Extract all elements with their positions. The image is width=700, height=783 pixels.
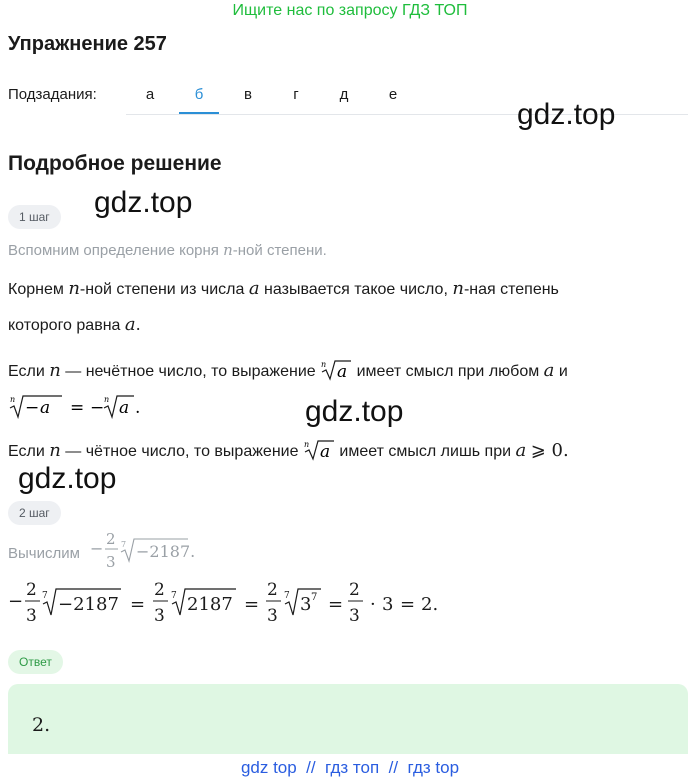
svg-text:3: 3 [300,594,312,615]
svg-text:n: n [104,395,110,404]
svg-text:=: = [328,594,344,615]
even-case-line: Если n — чётное число, то выражение n a имеет смысл лишь при a ⩾ 0. [8,440,569,462]
watermark: gdz.top [305,395,404,428]
step-badge: 1 шаг [8,205,61,229]
tab-a[interactable]: а [145,86,155,103]
answer-value: 2. [32,714,51,736]
odd-case-line: Если n — нечётное число, то выражение n a имеет смысл при любом a и [8,360,568,382]
svg-text:7: 7 [171,591,177,601]
watermark: gdz.top [517,98,616,131]
svg-text:3: 3 [382,594,394,615]
svg-text:=: = [130,594,146,615]
svg-text:=: = [244,594,260,615]
svg-text:3: 3 [349,606,360,626]
svg-text:7: 7 [284,591,290,601]
page-title: Упражнение 257 [8,33,167,55]
nth-root-a [303,438,335,462]
svg-text:2: 2 [267,580,278,600]
svg-text:·: · [370,594,376,615]
nth-root-a [320,358,352,382]
svg-text:a: a [319,442,331,462]
answer-badge: Ответ [8,650,63,674]
watermark: gdz.top [94,186,193,219]
svg-text:a: a [119,398,130,418]
svg-text:7: 7 [42,591,48,601]
svg-text:2: 2 [106,530,116,548]
svg-text:a: a [337,362,348,382]
svg-text:7: 7 [121,540,127,549]
svg-text:2: 2 [349,580,360,600]
svg-text:n: n [303,440,310,449]
svg-text:=: = [400,594,416,615]
svg-text:7: 7 [311,592,318,603]
tab-d[interactable]: д [339,86,349,103]
answer-box [8,684,688,754]
step-badge: 2 шаг [8,501,61,525]
svg-text:n: n [10,395,16,404]
svg-text:2187: 2187 [187,594,233,615]
footer-links[interactable]: gdz top // гдз топ // гдз top [240,758,460,777]
svg-text:2.: 2. [421,594,439,615]
svg-text:−2187: −2187 [58,594,119,615]
tab-e[interactable]: е [388,86,398,103]
svg-text:n: n [321,360,327,369]
step2-calculation [8,574,448,630]
step2-hint-expression [88,527,198,575]
definition-line-1: Корнем n-ной степени из числа a называется такое число, n-ная степень [8,278,559,299]
step1-hint: Вспомним определение корня n-ной степени. [8,241,327,259]
svg-text:3: 3 [267,606,278,626]
tab-v[interactable]: в [244,86,252,103]
tab-g[interactable]: г [293,86,299,103]
svg-text:−2187.: −2187. [136,542,196,561]
svg-text:=: = [70,398,85,418]
svg-text:3: 3 [106,553,116,571]
definition-line-2: которого равна a. [8,314,141,335]
svg-text:3: 3 [26,606,37,626]
svg-text:−: − [90,398,105,418]
svg-text:−: − [8,591,24,612]
solution-heading: Подробное решение [8,152,222,175]
subtasks-label: Подзадания: [8,86,97,103]
tab-b[interactable]: б [179,86,219,103]
svg-text:−: − [90,539,104,558]
svg-text:−: − [25,398,40,418]
svg-text:2: 2 [26,580,37,600]
svg-text:2: 2 [154,580,165,600]
search-banner: Ищите нас по запросу ГДЗ ТОП [232,2,468,19]
svg-text:.: . [135,398,141,418]
watermark: gdz.top [18,462,117,495]
step2-hint: Вычислим [8,545,80,562]
svg-text:3: 3 [154,606,165,626]
svg-text:a: a [40,398,51,418]
odd-root-identity [8,392,178,420]
